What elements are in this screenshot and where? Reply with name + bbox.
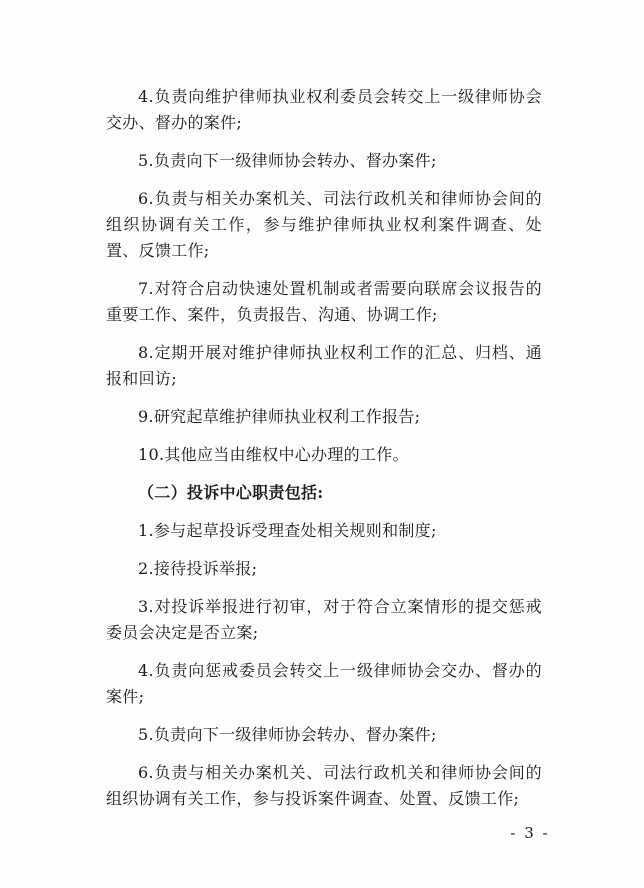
paragraph-complaint-duty-1: 1.参与起草投诉受理查处相关规则和制度; [138, 521, 437, 540]
page-number: - 3 - [510, 824, 550, 842]
paragraph-duty-10: 10.其他应当由维权中心办理的工作。 [138, 445, 409, 464]
paragraph-duty-5: 5.负责向下一级律师协会转办、督办案件; [138, 151, 437, 170]
paragraph-duty-8: 8.定期开展对维护律师执业权利工作的汇总、归档、通报和回访; [106, 343, 542, 388]
paragraph-complaint-duty-2: 2.接待投诉举报; [138, 559, 258, 578]
paragraph-complaint-duty-6: 6.负责与相关办案机关、司法行政机关和律师协会间的组织协调有关工作，参与投诉案件调查、处置、反馈工作; [106, 763, 542, 808]
paragraph-duty-6: 6.负责与相关办案机关、司法行政机关和律师协会间的组织协调有关工作，参与维护律师执业权利案件调查、处置、反馈工作; [106, 189, 542, 260]
paragraph-duty-9: 9.研究起草维护律师执业权利工作报告; [138, 407, 421, 426]
paragraph-duty-7: 7.对符合启动快速处置机制或者需要向联席会议报告的重要工作、案件，负责报告、沟通、协调工作; [106, 279, 542, 324]
document-body [106, 84, 542, 824]
paragraph-complaint-duty-4: 4.负责向惩戒委员会转交上一级律师协会交办、督办的案件; [106, 661, 542, 706]
paragraph-duty-4: 4.负责向维护律师执业权利委员会转交上一级律师协会交办、督办的案件; [106, 87, 542, 132]
paragraph-complaint-duty-3: 3.对投诉举报进行初审，对于符合立案情形的提交惩戒委员会决定是否立案; [106, 597, 542, 642]
section-heading-complaint-center: （二）投诉中心职责包括: [138, 483, 324, 502]
paragraph-complaint-duty-5: 5.负责向下一级律师协会转办、督办案件; [138, 725, 437, 744]
